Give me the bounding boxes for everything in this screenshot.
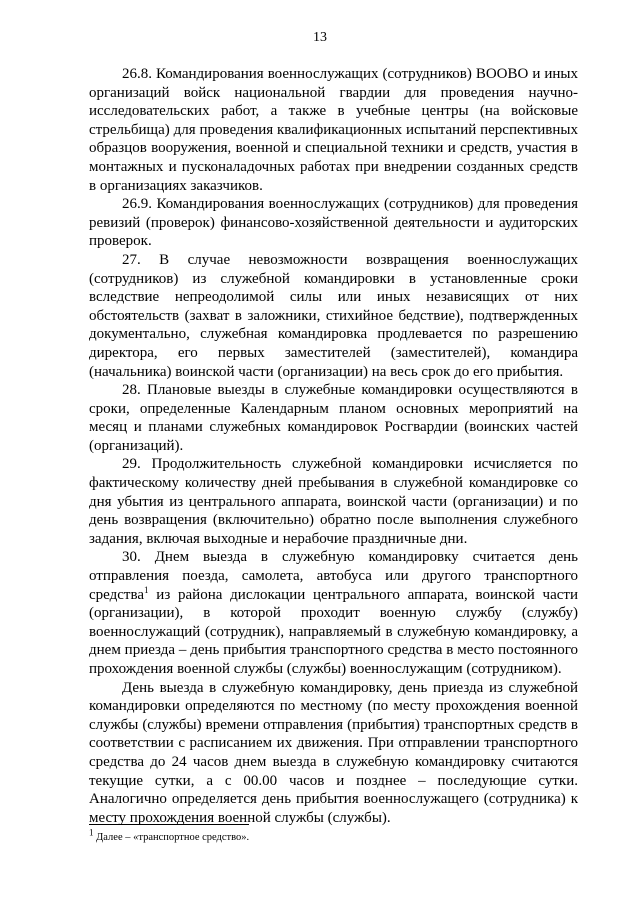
document-body (89, 65, 578, 827)
paragraph-30-rest: из района дислокации центрального аппарата, воинской части (организации), в которой проходит военную службу (службу) военнослужащий (сотрудник), направляемый в служебную командировку, а днем приезда – день прибытия транспортного средства в место постоянного прохождения военной службы (службы) военнослужащим (сотрудником). (89, 586, 578, 677)
paragraph-30-start: 30. Днем выезда в служебную командировку считается день отправления поезда, самолета, автобуса или другого транспортного средства (89, 549, 578, 603)
paragraph-26-8: 26.8. Командирования военнослужащих (сотрудников) ВООВО и иных организаций войск национальной гвардии для проведения научно-исследовательских работ, а также в учебные центры (на войсковые стрельбища) для проведения квалификационных испытаний перспективных образцов вооружения, военной и специальной техники и средств, участия в монтажных и пусконаладочных работах при внедрении созданных средств в организациях заказчиков. (89, 66, 578, 194)
footnote-text: Далее – «транспортное средство». (93, 832, 250, 843)
footnote-divider (89, 824, 249, 825)
page-number: 13 (313, 30, 327, 45)
footnote (89, 827, 578, 844)
paragraph-30 (89, 548, 578, 678)
paragraph-26-9: 26.9. Командирования военнослужащих (сотрудников) для проведения ревизий (проверок) финансово-хозяйственной деятельности и аудиторских проверок. (89, 196, 578, 250)
footnote-reference: 1 (144, 584, 149, 595)
paragraph-29: 29. Продолжительность служебной командировки исчисляется по фактическому количеству дней пребывания в служебной командировке со дня убытия из центрального аппарата, воинской части (организации) и по день возвращения (включительно) обратно после выполнения служебного задания, включая выходные и нерабочие праздничные дни. (89, 456, 578, 547)
paragraph-27: 27. В случае невозможности возвращения военнослужащих (сотрудников) из служебной командировки в установленные сроки вследствие непреодолимой силы или иных независящих от них обстоятельств (захват в заложники, стихийное бедствие), подтвержденных документально, служебная командировка продлевается по разрешению директора, его первых заместителей (заместителей), командира (начальника) воинской части (организации) на весь срок до его прибытия. (89, 251, 578, 380)
paragraph-28: 28. Плановые выезды в служебные командировки осуществляются в сроки, определенные Календарным планом основных мероприятий на месяц и планами служебных командировок Росгвардии (воинских частей (организаций). (89, 382, 578, 454)
paragraph-departure-day: День выезда в служебную командировку, день приезда из служебной командировки определяются по местному (по месту прохождения военной службы (службы) времени отправления (прибытия) транспортных средств в соответствии с расписанием их движения. При отправлении транспортного средства до 24 часов днем выезда в служебную командировку считаются текущие сутки, а с 00.00 часов и позднее – последующие сутки. Аналогично определяется день прибытия военнослужащего (сотрудника) к месту прохождения военной службы (службы). (89, 679, 578, 826)
footnote-marker: 1 (89, 827, 94, 838)
